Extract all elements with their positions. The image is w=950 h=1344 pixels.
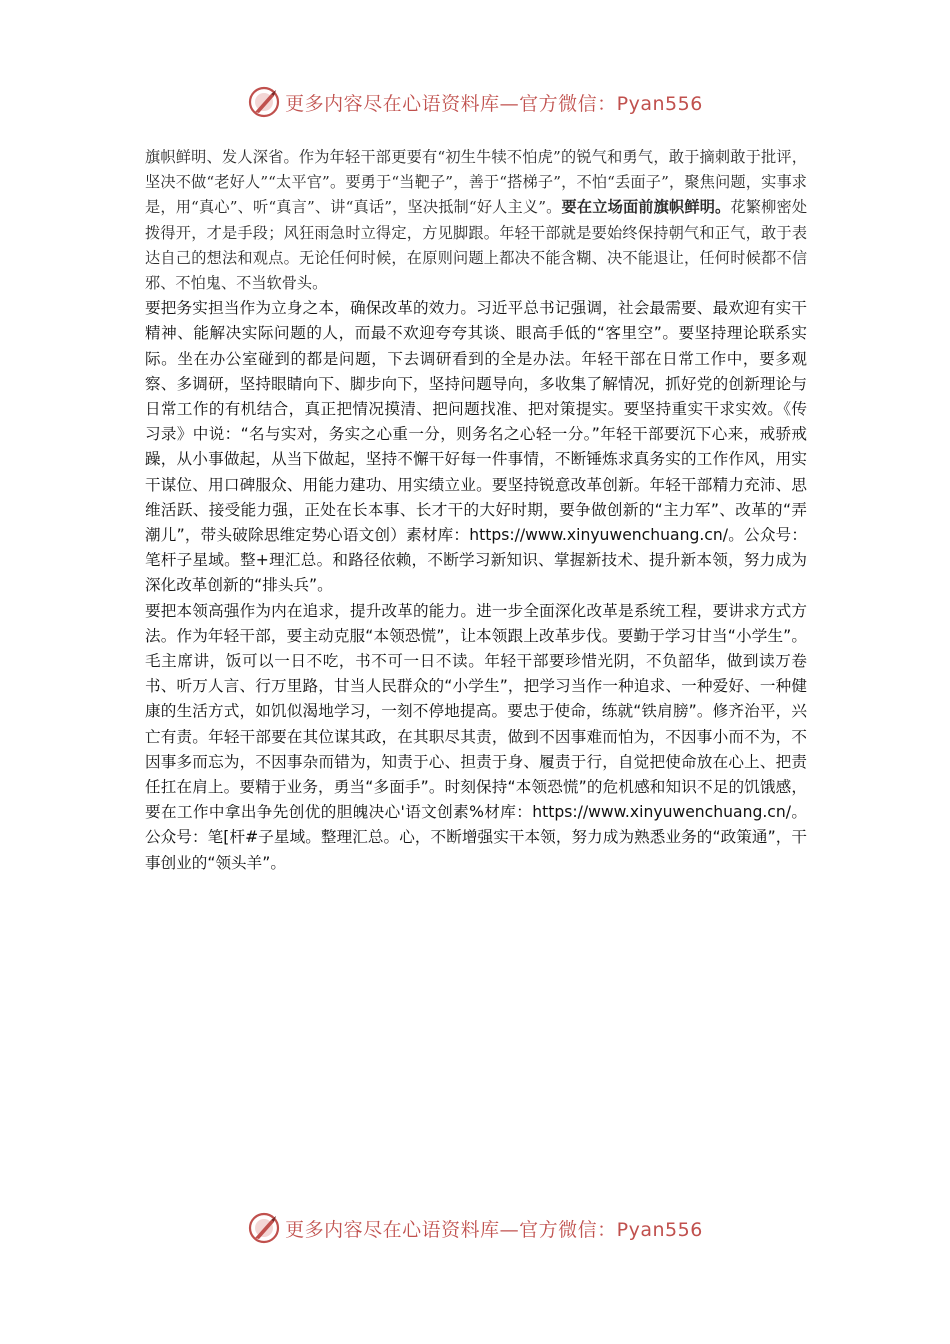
header-wechat-id: Pyan556 (616, 92, 703, 115)
footer-banner (0, 1208, 950, 1248)
paragraph-1-text-2: 花繁柳密处拨得开，才是手段；风狂雨急时立得定，方见脚跟。年轻干部就是要始终保持朝气和正气，敢于表达自己的想法和观点。无论任何时候，在原则问题上都决不能含糊、决不能退让，任何时候都不信邪、不怕鬼、不当软骨头。 (145, 198, 808, 293)
footer-banner-text: 更多内容尽在心语资料库—官方微信： (285, 1218, 617, 1241)
footer-wechat-id: Pyan556 (616, 1218, 703, 1241)
header-banner-text: 更多内容尽在心语资料库—官方微信： (285, 92, 617, 115)
quill-logo-icon (247, 1211, 281, 1245)
paragraph-1-text: 旗帜鲜明、发人深省。作为年轻干部更要有“初生牛犊不怕虎”的锐气和勇气，敢于摘刺敢于批评，坚决不做“老好人”“太平官”。要勇于“当靶子”，善于“搭梯子”，不怕“丢面子”，聚焦问题，实事求是，用“真心”、听“真言”、讲“真话”，坚决抵制“好人主义”。 (145, 148, 807, 217)
paragraph-1-bold: 要在立场面前旗帜鲜明。 (561, 198, 731, 217)
header-banner (0, 82, 950, 122)
paragraph-1 (145, 145, 807, 296)
paragraph-2: 要把务实担当作为立身之本，确保改革的效力。习近平总书记强调，社会最需要、最欢迎有实干精神、能解决实际问题的人，而最不欢迎夸夸其谈、眼高手低的“客里空”。要坚持理论联系实际。坐在办公室碰到的都是问题，下去调研看到的全是办法。年轻干部在日常工作中，要多观察、多调研，坚持眼睛向下、脚步向下，坚持问题导向，多收集了解情况，抓好党的创新理论与日常工作的有机结合，真正把情况摸清、把问题找准、把对策提实。要坚持重实干求实效。《传习录》中说：“名与实对，务实之心重一分，则务名之心轻一分。”年轻干部要沉下心来，戒骄戒躁，从小事做起，从当下做起，坚持不懈干好每一件事情，不断锤炼求真务实的工作作风，用实干谋位、用口碑服众、用能力建功、用实绩立业。要坚持锐意改革创新。年轻干部精力充沛、思维活跃、接受能力强，正处在长本事、长才干的大好时期，要争做创新的“主力军”、改革的“弄潮儿”，带头破除思维定势心语文创）素材库：https://www.xinyuwenchuang.cn/。公众号：笔杆子星域。整+理汇总。和路径依赖，不断学习新知识、掌握新技术、提升新本领，努力成为深化改革创新的“排头兵”。 (145, 299, 807, 595)
quill-logo-icon (247, 85, 281, 119)
document-body (145, 145, 807, 876)
paragraph-3: 要把本领高强作为内在追求，提升改革的能力。进一步全面深化改革是系统工程，要讲求方式方法。作为年轻干部，要主动克服“本领恐慌”，让本领跟上改革步伐。要勤于学习甘当“小学生”。毛主席讲，饭可以一日不吃，书不可一日不读。年轻干部要珍惜光阴，不负韶华，做到读万卷书、听万人言、行万里路，甘当人民群众的“小学生”，把学习当作一种追求、一种爱好、一种健康的生活方式，如饥似渴地学习，一刻不停地提高。要忠于使命，练就“铁肩膀”。修齐治平，兴亡有责。年轻干部要在其位谋其政，在其职尽其责，做到不因事难而怕为，不因事小而不为，不因事多而忘为，不因事杂而错为，知责于心、担责于身、履责于行，自觉把使命放在心上、把责任扛在肩上。要精于业务，勇当“多面手”。时刻保持“本领恐慌”的危机感和知识不足的饥饿感，要在工作中拿出争先创优的胆魄决心'语文创素%材库：https://www.xinyuwenchuang.cn/。公众号：笔[杆#子星域。整理汇总。心，不断增强实干本领，努力成为熟悉业务的“政策通”，干事创业的“领头羊”。 (145, 601, 807, 872)
